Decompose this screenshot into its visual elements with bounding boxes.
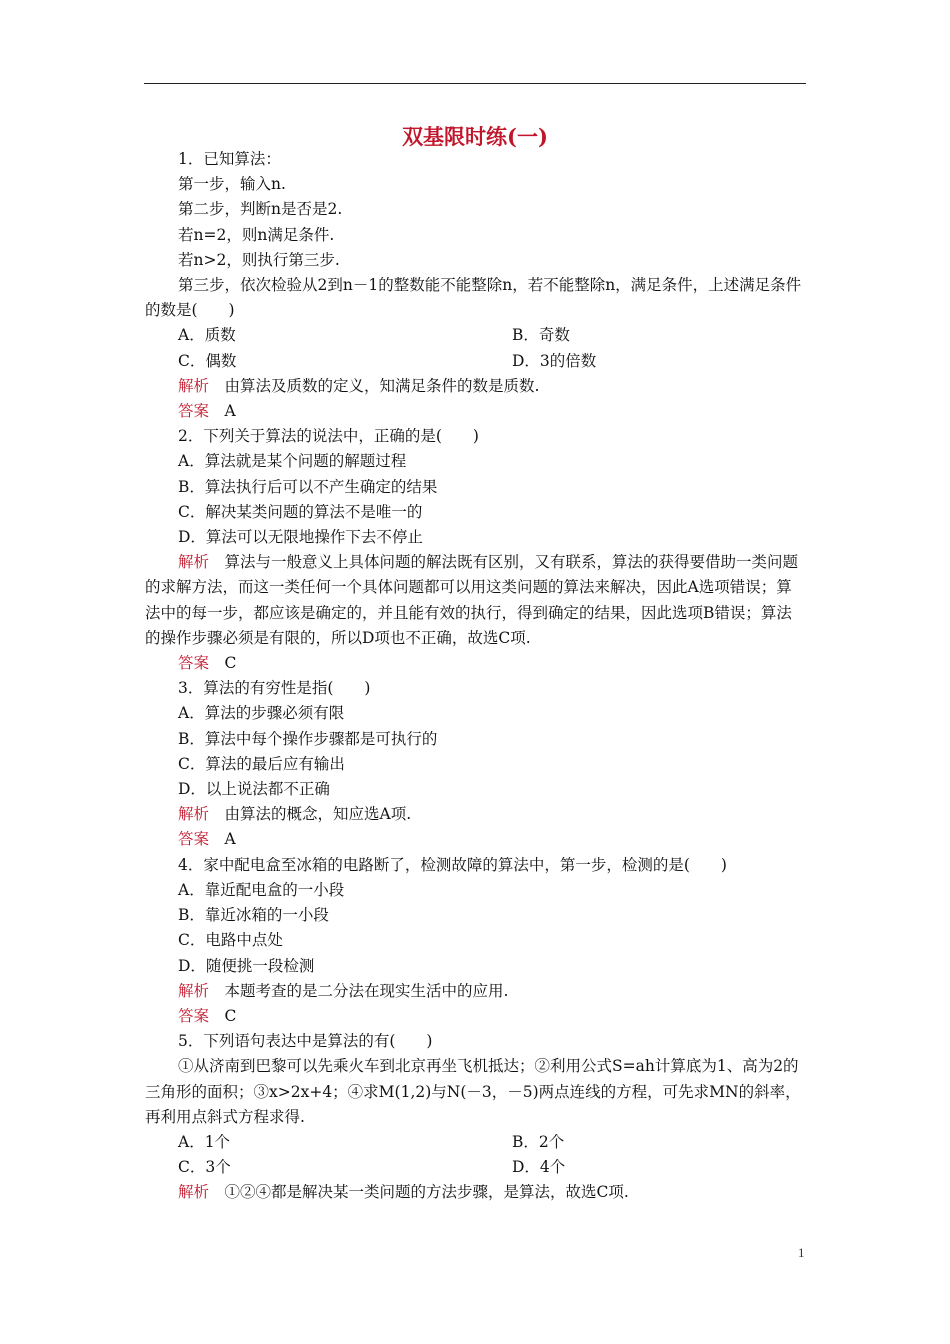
q2-answer xyxy=(145,651,807,676)
q5-analysis-text: ①②④都是解决某一类问题的方法步骤，是算法，故选C项. xyxy=(224,1183,629,1202)
answer-label: 答案 xyxy=(178,1006,210,1025)
q5-stem: 5．下列语句表达中是算法的有( ) xyxy=(178,1032,433,1051)
page-number: 1 xyxy=(798,1245,805,1260)
q4-option-c: C．电路中点处 xyxy=(178,931,283,950)
q4-answer-text: C xyxy=(224,1006,237,1025)
q3-stem: 3．算法的有穷性是指( ) xyxy=(178,679,371,698)
analysis-label: 解析 xyxy=(178,553,210,572)
q3-option-b: B．算法中每个操作步骤都是可执行的 xyxy=(178,729,438,748)
q5-option-a: A．1个 xyxy=(178,1132,231,1151)
q1-answer xyxy=(145,399,807,424)
q4-analysis-text: 本题考查的是二分法在现实生活中的应用. xyxy=(224,981,509,1000)
q2-analysis xyxy=(145,550,807,651)
q5-option-c: C．3个 xyxy=(178,1158,231,1177)
q2-option-b: B．算法执行后可以不产生确定的结果 xyxy=(178,477,438,496)
q1-analysis-text: 由算法及质数的定义，知满足条件的数是质数. xyxy=(224,376,540,395)
q1-case2: 若n>2，则执行第三步. xyxy=(178,250,340,269)
q5-body: ①从济南到巴黎可以先乘火车到北京再坐飞机抵达；②利用公式S=ah计算底为1、高为2的三角形的面积；③x>2x+4；④求M(1,2)与N(－3，－5)两点连线的方程，可先求MN的斜率，再利用点斜式方程求得. xyxy=(145,1057,801,1126)
q2-stem: 2．下列关于算法的说法中，正确的是( ) xyxy=(178,427,479,446)
q2-option-a: A．算法就是某个问题的解题过程 xyxy=(178,452,407,471)
analysis-label: 解析 xyxy=(178,376,210,395)
q3-analysis xyxy=(145,802,807,827)
q1-option-c: C．偶数 xyxy=(178,351,237,370)
q1-option-a: A．质数 xyxy=(178,326,236,345)
answer-label: 答案 xyxy=(178,402,210,421)
answer-label: 答案 xyxy=(178,830,210,849)
q4-answer xyxy=(145,1004,807,1029)
q5-option-d: D．4个 xyxy=(512,1158,566,1177)
page-title: 双基限时练(一) xyxy=(402,124,548,149)
q1-options-row2 xyxy=(145,349,807,374)
q1-step1: 第一步，输入n. xyxy=(178,175,286,194)
q1-options-row1 xyxy=(145,323,807,348)
q3-answer xyxy=(145,827,807,852)
q5-analysis xyxy=(145,1180,807,1205)
q3-option-c: C．算法的最后应有输出 xyxy=(178,754,345,773)
q2-option-c: C．解决某类问题的算法不是唯一的 xyxy=(178,502,423,521)
q1-case1: 若n=2，则n满足条件. xyxy=(178,225,335,244)
analysis-label: 解析 xyxy=(178,981,210,1000)
header-rule xyxy=(144,83,806,84)
q3-analysis-text: 由算法的概念，知应选A项. xyxy=(224,805,412,824)
answer-label: 答案 xyxy=(178,654,210,673)
analysis-label: 解析 xyxy=(178,1183,210,1202)
q4-stem: 4．家中配电盒至冰箱的电路断了，检测故障的算法中，第一步，检测的是( ) xyxy=(178,855,727,874)
document-body xyxy=(145,147,807,1206)
q1-option-b: B．奇数 xyxy=(512,326,570,345)
q2-answer-text: C xyxy=(224,654,237,673)
q1-stem: 1．已知算法： xyxy=(178,150,281,168)
q4-option-b: B．靠近冰箱的一小段 xyxy=(178,906,329,925)
q4-option-a: A．靠近配电盒的一小段 xyxy=(178,880,345,899)
q1-answer-text: A xyxy=(224,402,236,421)
q1-step3: 第三步，依次检验从2到n－1的整数能不能整除n，若不能整除n，满足条件，上述满足条件的数是( ) xyxy=(145,276,802,320)
q2-analysis-text: 算法与一般意义上具体问题的解法既有区别，又有联系，算法的获得要借助一类问题的求解方法，而这一类任何一个具体问题都可以用这类问题的算法来解决，因此A选项错误；算法中的每一步，都应该是确定的，并且能有效的执行，得到确定的结果，因此选项B错误；算法的操作步骤必须是有限的，所以D项也不正确，故选C项. xyxy=(145,553,799,647)
q2-option-d: D．算法可以无限地操作下去不停止 xyxy=(178,528,423,547)
q4-option-d: D．随便挑一段检测 xyxy=(178,956,315,975)
q5-option-b: B．2个 xyxy=(512,1132,565,1151)
q3-option-a: A．算法的步骤必须有限 xyxy=(178,704,345,723)
q4-analysis xyxy=(145,979,807,1004)
q5-options-row2 xyxy=(145,1155,807,1180)
q3-option-d: D．以上说法都不正确 xyxy=(178,780,330,799)
q1-step2: 第二步，判断n是否是2. xyxy=(178,200,343,219)
q1-analysis xyxy=(145,374,807,399)
analysis-label: 解析 xyxy=(178,805,210,824)
q1-option-d: D．3的倍数 xyxy=(512,351,597,370)
q3-answer-text: A xyxy=(224,830,236,849)
q5-options-row1 xyxy=(145,1130,807,1155)
